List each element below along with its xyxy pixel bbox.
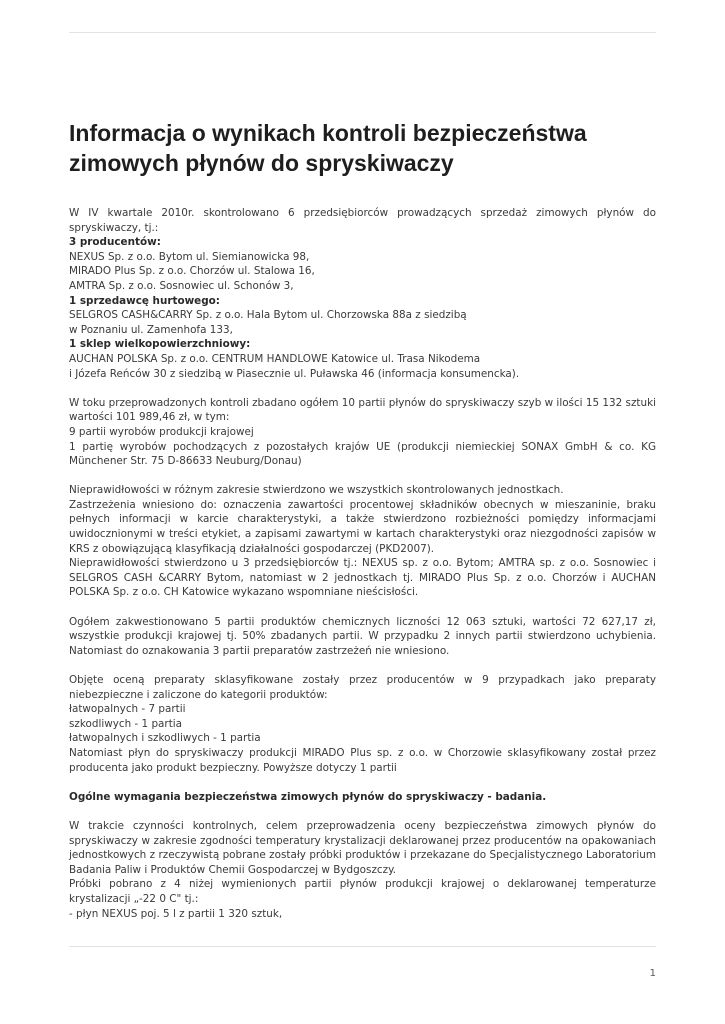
intro-paragraph: W IV kwartale 2010r. skontrolowano 6 przedsiębiorców prowadzących sprzedaż zimowych płynów do spryskiwaczy, tj.:: [69, 207, 656, 234]
page-title: [69, 118, 669, 178]
irregular-entities-paragraph: Nieprawidłowości stwierdzono u 3 przedsiębiorców tj.: NEXUS sp. z o.o. Bytom; AMTRA sp. z o.o. Sosnowiec i SELGROS CASH &CARRY Bytom, natomiast w 2 jednostkach tj. MIRADO Plus Sp. z o.o. Chorzów i AUCHAN POLSKA Sp. z o.o. CH Katowice wykazano wspomniane nieścisłości.: [69, 557, 656, 599]
irregularities-paragraph: Nieprawidłowości w różnym zakresie stwierdzono we wszystkich skontrolowanych jednostkach.: [69, 484, 564, 497]
wholesaler-line: w Poznaniu ul. Zamenhofa 133,: [69, 323, 233, 336]
title-line-2: zimowych płynów do spryskiwaczy: [69, 150, 454, 176]
category-line: szkodliwych - 1 partia: [69, 717, 183, 730]
questioned-batches-paragraph: Ogółem zakwestionowano 5 partii produktów chemicznych liczności 12 063 sztuki, wartości 72 627,17 zł, wszystkie produkcji krajowej tj. 50% zbadanych partii. W przypadku 2 innych partii stwierdzono uchybienia. Natomiast do oznakowania 3 partii preparatów zastrzeżeń nie wniesiono.: [69, 615, 656, 657]
category-line: łatwopalnych - 7 partii: [69, 703, 186, 716]
store-heading: 1 sklep wielkopowierzchniowy:: [69, 338, 251, 351]
samples-paragraph: Próbki pobrano z 4 niżej wymienionych partii płynów produkcji krajowej o deklarowanej temperaturze krystalizacji „-22 0 C" tj.:: [69, 878, 656, 905]
wholesaler-heading: 1 sprzedawcę hurtowego:: [69, 294, 220, 307]
wholesaler-line: SELGROS CASH&CARRY Sp. z o.o. Hala Bytom ul. Chorzowska 88a z siedzibą: [69, 309, 467, 322]
producer-line: AMTRA Sp. z o.o. Sosnowiec ul. Schonów 3,: [69, 279, 294, 292]
sample-line: - płyn NEXUS poj. 5 l z partii 1 320 sztuk,: [69, 907, 283, 920]
page-number: 1: [649, 968, 656, 979]
store-line: AUCHAN POLSKA Sp. z o.o. CENTRUM HANDLOWE Katowice ul. Trasa Nikodema: [69, 352, 481, 365]
safe-product-paragraph: Natomiast płyn do spryskiwaczy produkcji MIRADO Plus sp. z o.o. w Chorzowie sklasyfikowany został przez producenta jako produkt bezpieczny. Powyższe dotyczy 1 partii: [69, 746, 656, 774]
top-divider: [69, 32, 656, 33]
eu-batch-line: 1 partię wyrobów pochodzących z pozostałych krajów UE (produkcji niemieckiej SONAX GmbH & co. KG Münchener Str. 75 D-86633 Neuburg/Donau): [69, 440, 656, 468]
producer-line: MIRADO Plus Sp. z o.o. Chorzów ul. Stalowa 16,: [69, 265, 315, 278]
classification-paragraph: Objęte oceną preparaty sklasyfikowane zostały przez producentów w 9 przypadkach jako preparaty niebezpieczne i zaliczone do kategorii produktów:: [69, 674, 656, 701]
store-line: i Józefa Reńców 30 z siedzibą w Piasecznie ul. Puławska 46 (informacja konsumencka).: [69, 367, 520, 380]
inspection-scope-paragraph: W toku przeprowadzonych kontroli zbadano ogółem 10 partii płynów do spryskiwaczy szyb w ilości 15 132 sztuki wartości 101 989,46 zł, w tym:: [69, 396, 656, 424]
objections-paragraph: Zastrzeżenia wniesiono do: oznaczenia zawartości procentowej składników obecnych w mieszaninie, braku pełnych informacji w karcie charakterystyki, a także stwierdzono rozbieżności pomiędzy informacjami uwidocznionymi w treści etykiet, a zapisami zawartymi w kartach charakterystyki oraz niezgodności zapisów w KRS z obowiązującą klasyfikacją działalności gospodarczej (PKD2007).: [69, 498, 656, 555]
domestic-batches-line: 9 partii wyrobów produkcji krajowej: [69, 425, 254, 438]
lab-testing-paragraph: W trakcie czynności kontrolnych, celem przeprowadzenia oceny bezpieczeństwa zimowych płynów do spryskiwaczy w zakresie zgodności temperatury krystalizacji deklarowanej przez producentów na opakowaniach jednostkowych z rzeczywistą pobrane zostały próbki produktów i przekazane do Specjalistycznego Laboratorium Badania Paliw i Produktów Chemii Gospodarczej w Bydgoszczy.: [69, 819, 656, 876]
safety-requirements-heading: Ogólne wymagania bezpieczeństwa zimowych płynów do spryskiwaczy - badania.: [69, 790, 547, 803]
producers-heading: 3 producentów:: [69, 236, 161, 249]
bottom-divider: [69, 946, 656, 947]
producer-line: NEXUS Sp. z o.o. Bytom ul. Siemianowicka 98,: [69, 250, 310, 263]
document-body: [69, 206, 656, 921]
title-line-1: Informacja o wynikach kontroli bezpieczeństwa: [69, 120, 587, 146]
category-line: łatwopalnych i szkodliwych - 1 partia: [69, 732, 261, 745]
